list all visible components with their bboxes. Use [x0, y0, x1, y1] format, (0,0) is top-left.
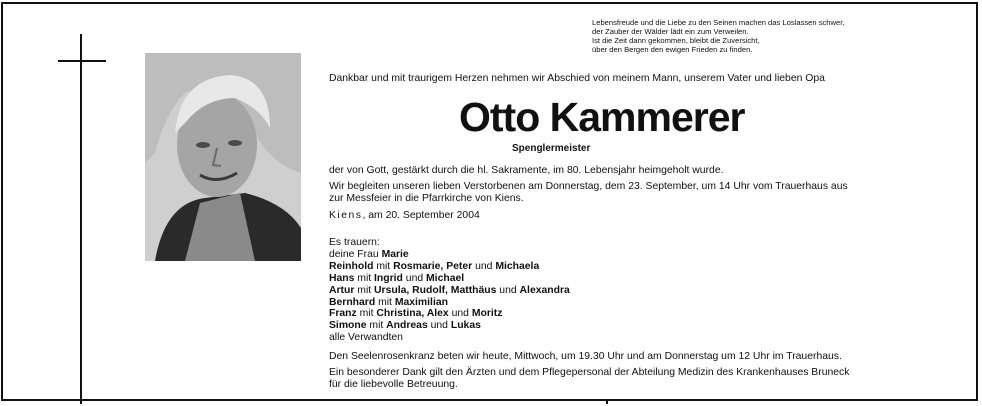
thanks-line: Ein besonderer Dank gilt den Ärzten und dem Pflegepersonal der Abteilung Medizin des Krankenhauses Bruneck [329, 367, 850, 378]
list-item: Artur mit Ursula, Rudolf, Matthäus und Alexandra [329, 284, 570, 296]
mourners-list [329, 237, 570, 344]
cross-icon-horizontal [58, 60, 106, 62]
list-item: deine Frau Marie [329, 248, 409, 260]
funeral-text [329, 181, 848, 205]
poem-line: der Zauber der Wälder lädt ein zum Verweilen. [592, 27, 749, 37]
rosary-text: Den Seelenrosenkranz beten wir heute, Mittwoch, um 19.30 Uhr und am Donnerstag um 12 Uhr im Trauerhaus. [329, 351, 842, 362]
portrait-photo [145, 53, 301, 261]
list-item: Reinhold mit Rosmarie, Peter und Michaela [329, 260, 540, 272]
list-item: Hans mit Ingrid und Michael [329, 272, 465, 284]
cross-icon-vertical [80, 34, 82, 404]
poem-line: Lebensfreude und die Liebe zu den Seinen machen das Loslassen schwer, [592, 18, 845, 27]
passing-text: der von Gott, gestärkt durch die hl. Sakramente, im 80. Lebensjahr heimgeholt wurde. [329, 165, 724, 176]
thanks-text [329, 367, 849, 391]
place: Kiens [329, 210, 363, 221]
funeral-line: Wir begleiten unseren lieben Verstorbenen am Donnerstag, dem 23. September, um 14 Uhr vom Trauerhaus aus [329, 181, 848, 192]
poem-line: über den Bergen den ewigen Frieden zu finden. [592, 45, 753, 55]
deceased-name: Otto Kammerer [459, 94, 745, 140]
place-date [329, 210, 480, 222]
list-item: Simone mit Andreas und Lukas [329, 320, 481, 332]
list-item: alle Verwandten [329, 332, 403, 344]
intro-text: Dankbar und mit traurigem Herzen nehmen wir Abschied von meinem Mann, unserem Vater und lieben Opa [329, 73, 825, 84]
thanks-line: für die liebevolle Betreuung. [329, 379, 458, 391]
poem-line: Ist die Zeit dann gekommen, bleibt die Zuversicht, [592, 36, 760, 46]
portrait-illustration [145, 53, 301, 261]
date: , am 20. September 2004 [362, 210, 480, 221]
mourners-heading: Es trauern: [329, 237, 380, 248]
list-item: Franz mit Christina, Alex und Moritz [329, 308, 503, 320]
list-item: Bernhard mit Maximilian [329, 296, 448, 308]
fold-mark [606, 399, 608, 404]
funeral-line: zur Messfeier in die Pfarrkirche von Kiens. [329, 193, 524, 205]
poem [592, 18, 962, 54]
occupation: Spenglermeister [512, 143, 591, 154]
